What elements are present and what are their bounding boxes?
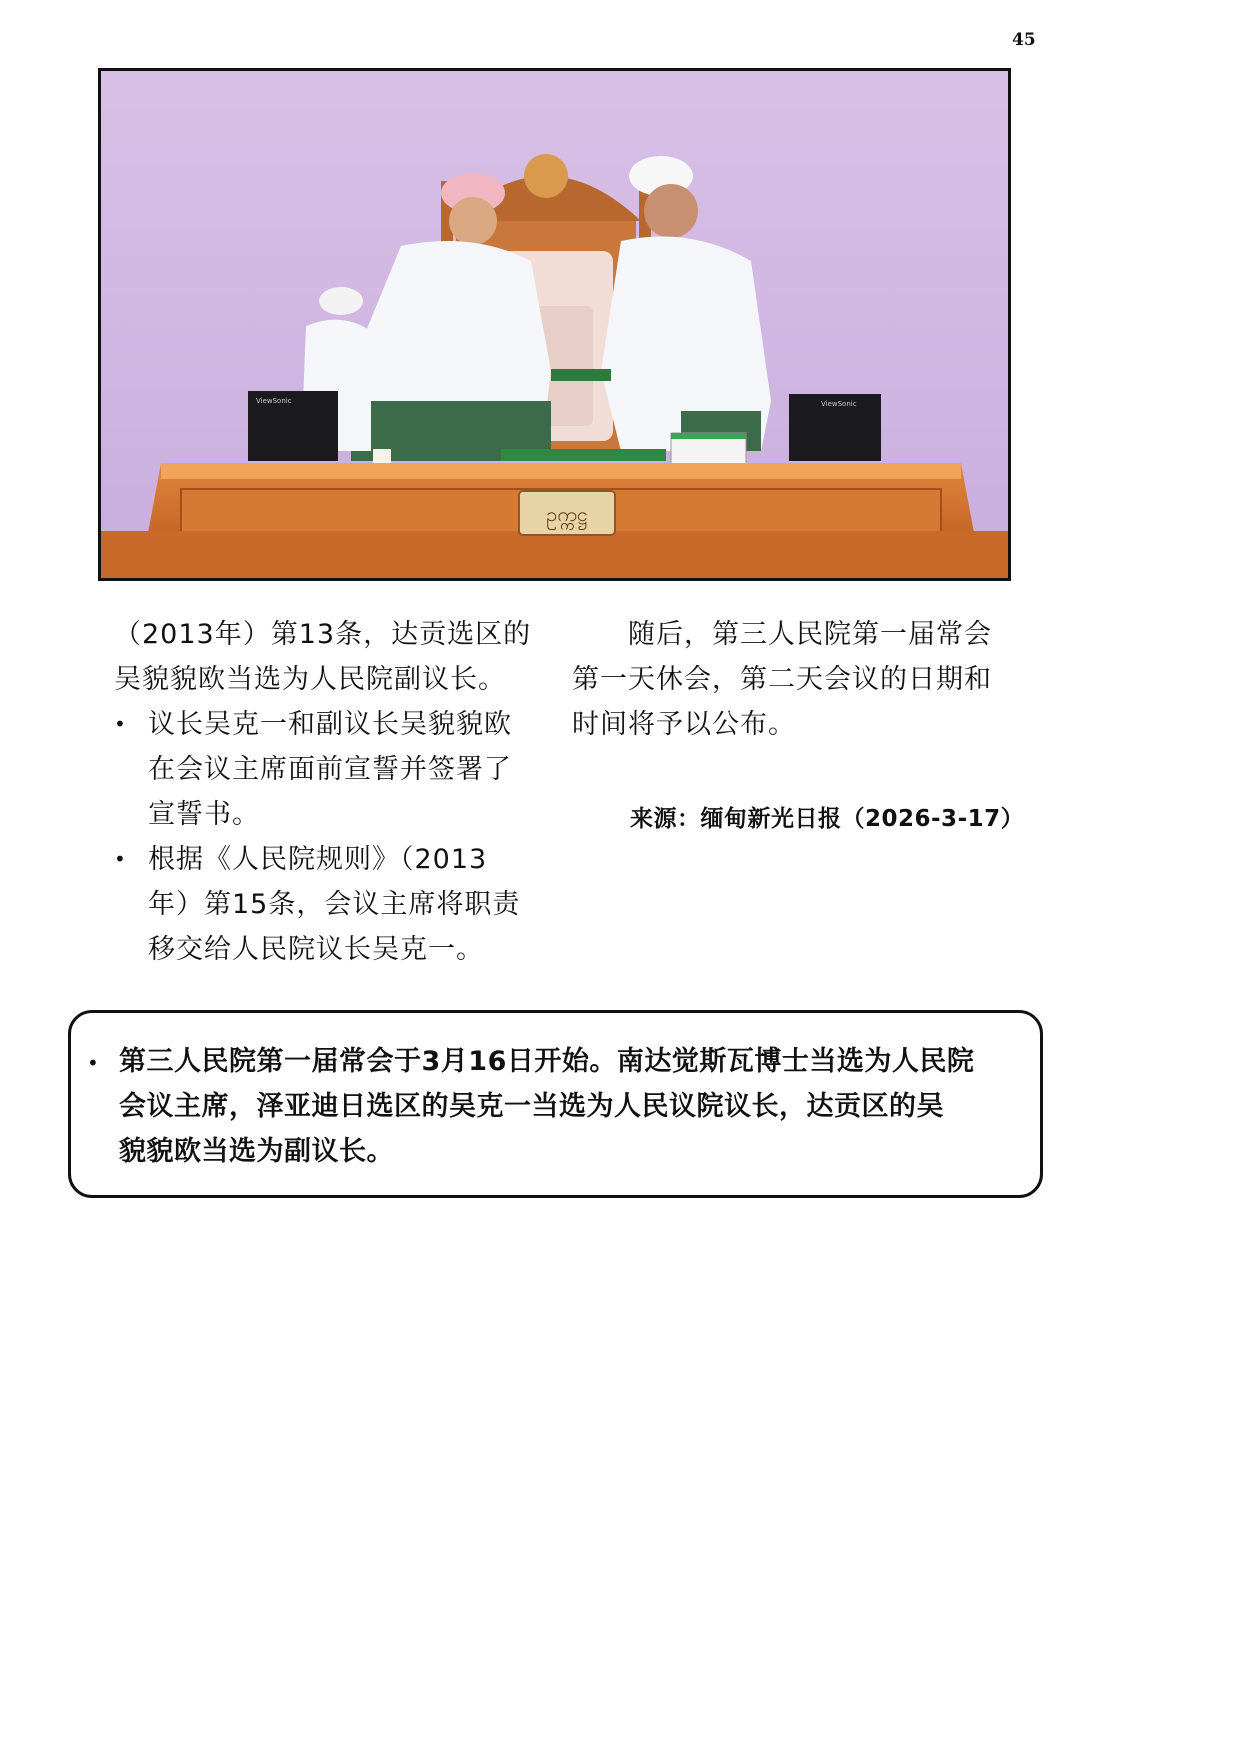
summary-box <box>68 1010 1043 1198</box>
paragraph: 随后，第三人民院第一届常会 第一天休会，第二天会议的日期和 时间将予以公布。 <box>572 619 992 740</box>
intro-text: （2013年）第13条，达贡选区的 吴貌貌欧当选为人民院副议长。 <box>114 619 532 695</box>
source-citation: 来源：缅甸新光日报（2026-3-17） <box>630 806 1025 832</box>
monitor-left <box>248 391 338 461</box>
left-column <box>114 612 544 972</box>
list-item: • 议长吴克一和副议长吴貌貌欧 在会议主席面前宣誓并签署了 宣誓书。 <box>114 702 544 837</box>
summary-text: 第三人民院第一届常会于3月16日开始。南达觉斯瓦博士当选为人民院 会议主席，泽亚迪日选区的吴克一当选为人民议院议长，达贡区的吴 貌貌欧当选为副议长。 <box>119 1046 975 1167</box>
bullet-list <box>114 702 544 972</box>
page-number: 45 <box>1012 30 1036 50</box>
list-item: • 根据《人民院规则》（2013 年）第15条，会议主席将职责 移交给人民院议长吴克一。 <box>114 837 544 972</box>
bullet-icon: • <box>87 1051 99 1075</box>
rostrum-desk <box>101 463 1008 578</box>
svg-text:ViewSonic: ViewSonic <box>256 397 292 405</box>
svg-text:ဥက္ကဋ္ဌ: ဥက္ကဋ္ဌ <box>546 502 588 526</box>
svg-text:ViewSonic: ViewSonic <box>821 400 857 408</box>
monitor-right <box>789 394 881 461</box>
ceremony-photo <box>98 68 1011 581</box>
right-column <box>572 612 1032 747</box>
